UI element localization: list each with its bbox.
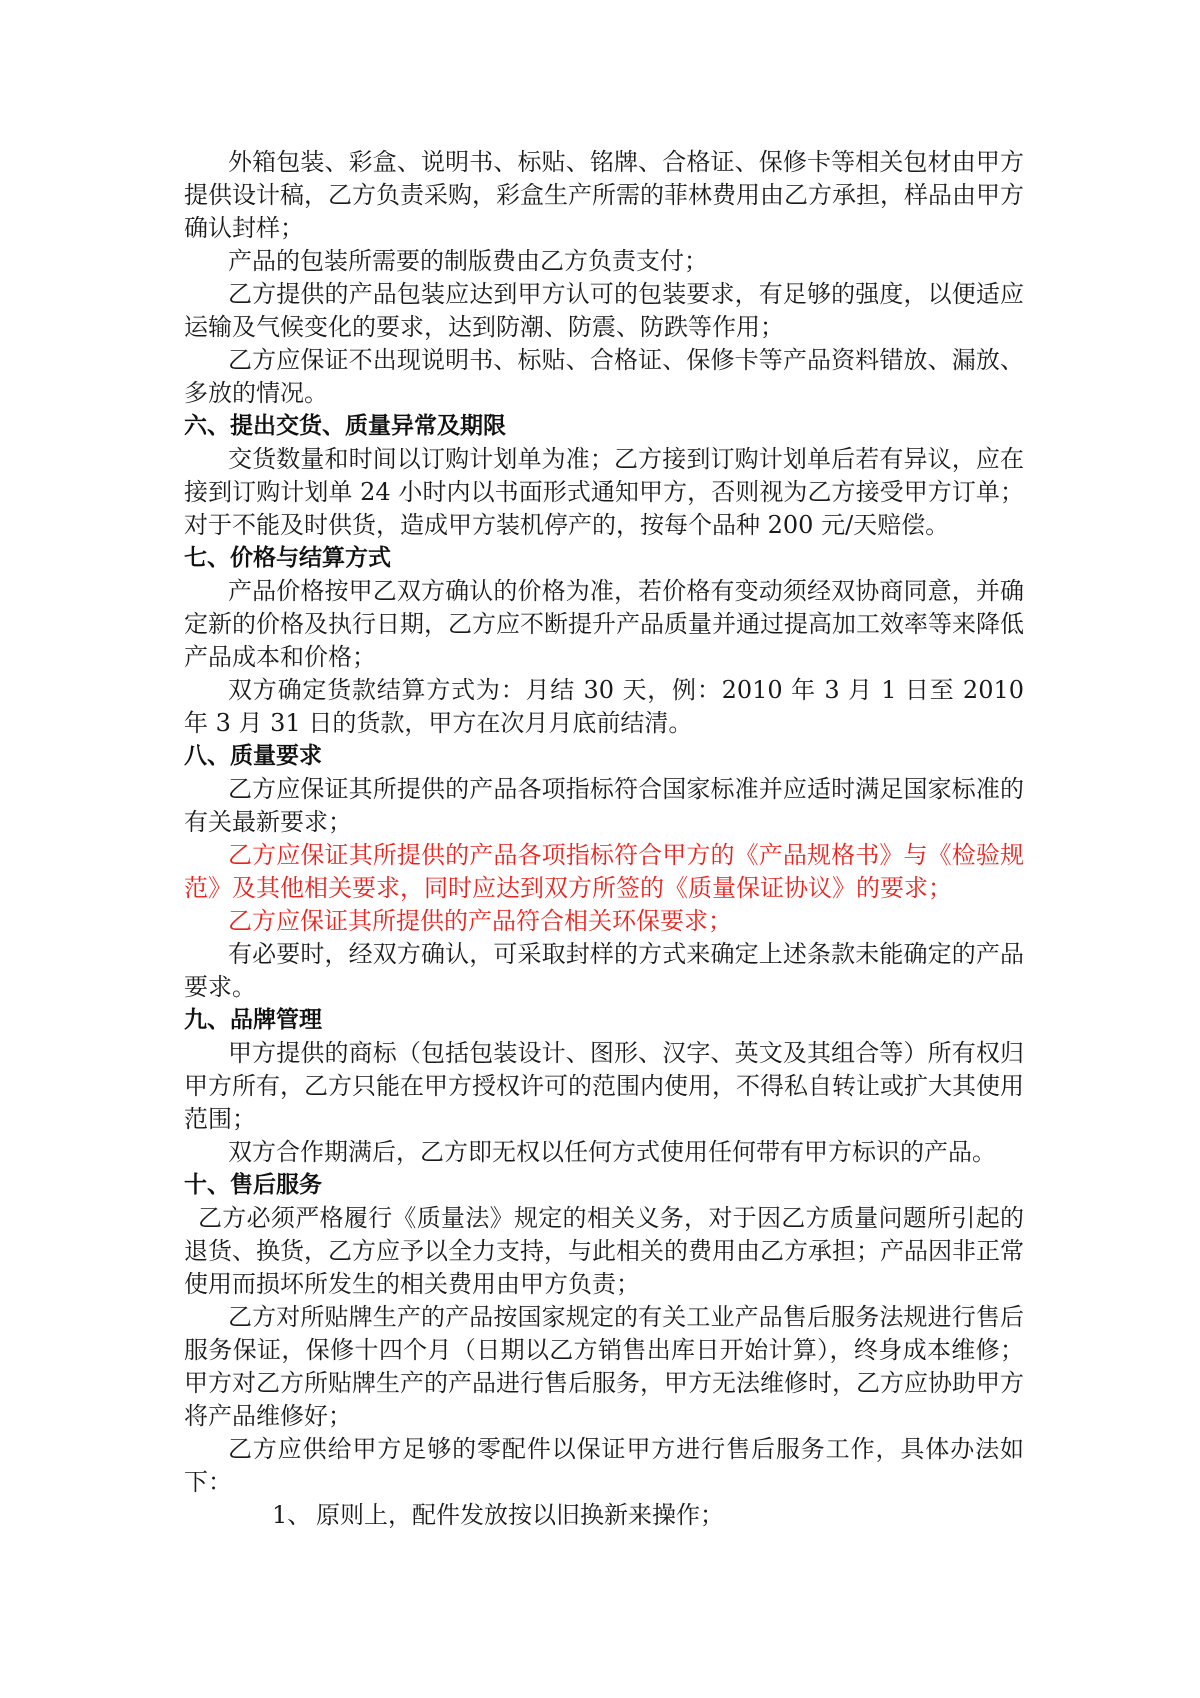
section-6-paragraph: 交货数量和时间以订购计划单为准；乙方接到订购计划单后若有异议，应在接到订购计划单 24 小时内以书面形式通知甲方，否则视为乙方接受甲方订单；对于不能及时供货，造成甲方装机停产的，按每个品种 200 元/天赔偿。 [184, 445, 1024, 539]
section-8-paragraph-sealed-sample: 有必要时，经双方确认，可采取封样的方式来确定上述条款未能确定的产品要求。 [184, 940, 1024, 1001]
section-8-paragraph-national-standard: 乙方应保证其所提供的产品各项指标符合国家标准并应适时满足国家标准的有关最新要求； [184, 775, 1024, 836]
list-item-number: 1、 [272, 1501, 312, 1529]
section-8-paragraph-environment-highlight: 乙方应保证其所提供的产品符合相关环保要求； [228, 907, 732, 935]
section-9-paragraph-expiry: 双方合作期满后，乙方即无权以任何方式使用任何带有甲方标识的产品。 [228, 1138, 996, 1166]
section-9-paragraph-trademark: 甲方提供的商标（包括包装设计、图形、汉字、英文及其组合等）所有权归甲方所有，乙方只能在甲方授权许可的范围内使用，不得私自转让或扩大其使用范围； [184, 1039, 1024, 1133]
section-8-paragraph-spec-highlight: 乙方应保证其所提供的产品各项指标符合甲方的《产品规格书》与《检验规范》及其他相关要求，同时应达到双方所签的《质量保证协议》的要求； [184, 841, 1024, 902]
paragraph-plate-fee: 产品的包装所需要的制版费由乙方负责支付； [228, 247, 708, 275]
section-8-heading: 八、质量要求 [184, 743, 322, 769]
section-7-paragraph-price: 产品价格按甲乙双方确认的价格为准，若价格有变动须经双协商同意，并确定新的价格及执行日期，乙方应不断提升产品质量并通过提高加工效率等来降低产品成本和价格； [184, 577, 1024, 671]
list-item-text: 原则上，配件发放按以旧换新来操作； [316, 1501, 724, 1529]
list-item [184, 1499, 1024, 1532]
section-6-heading: 六、提出交货、质量异常及期限 [184, 413, 506, 439]
section-10-heading: 十、售后服务 [184, 1172, 322, 1198]
section-10-paragraph-spare-parts: 乙方应供给甲方足够的零配件以保证甲方进行售后服务工作，具体办法如下： [184, 1435, 1024, 1496]
paragraph-packaging-strength: 乙方提供的产品包装应达到甲方认可的包装要求，有足够的强度，以便适应运输及气候变化的要求，达到防潮、防震、防跌等作用； [184, 280, 1024, 341]
section-9-heading: 九、品牌管理 [184, 1007, 322, 1033]
section-10-paragraph-warranty: 乙方对所贴牌生产的产品按国家规定的有关工业产品售后服务法规进行售后服务保证，保修十四个月（日期以乙方销售出库日开始计算），终身成本维修；甲方对乙方所贴牌生产的产品进行售后服务，甲方无法维修时，乙方应协助甲方将产品维修好； [184, 1303, 1024, 1430]
paragraph-packaging-design: 外箱包装、彩盒、说明书、标贴、铭牌、合格证、保修卡等相关包材由甲方提供设计稿，乙方负责采购，彩盒生产所需的菲林费用由乙方承担，样品由甲方确认封样； [184, 148, 1024, 242]
section-7-heading: 七、价格与结算方式 [184, 545, 391, 571]
section-7-paragraph-settlement: 双方确定货款结算方式为：月结 30 天，例：2010 年 3 月 1 日至 2010 年 3 月 31 日的货款，甲方在次月月底前结清。 [184, 676, 1024, 737]
section-10-paragraph-quality-law: 乙方必须严格履行《质量法》规定的相关义务，对于因乙方质量问题所引起的退货、换货，乙方应予以全力支持，与此相关的费用由乙方承担；产品因非正常使用而损坏所发生的相关费用由甲方负责； [184, 1204, 1024, 1298]
paragraph-materials-misplacement: 乙方应保证不出现说明书、标贴、合格证、保修卡等产品资料错放、漏放、多放的情况。 [184, 346, 1024, 407]
document-page [184, 146, 1024, 1532]
